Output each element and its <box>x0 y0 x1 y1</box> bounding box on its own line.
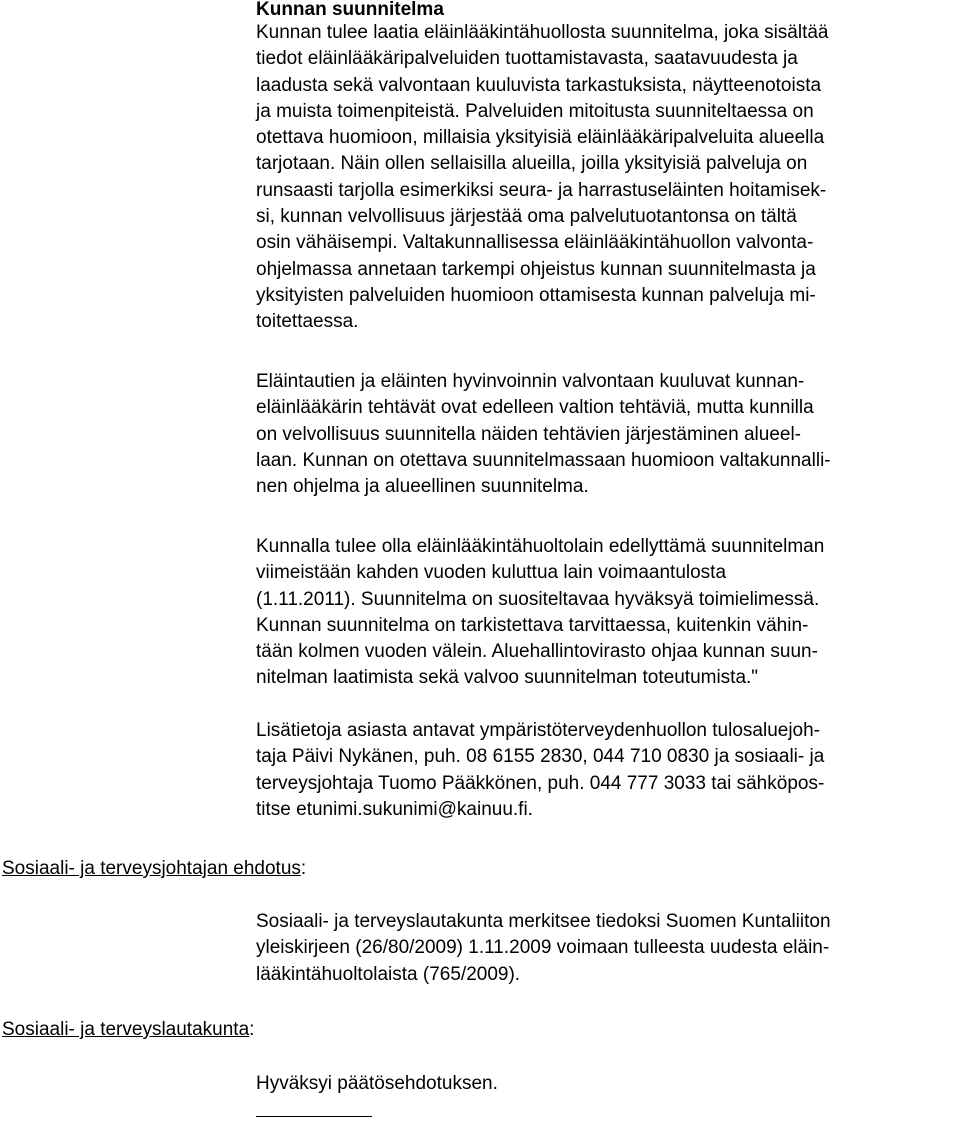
paragraph-1-line: laadusta sekä valvontaan kuuluvista tarkastuksista, näytteenotoista <box>256 75 822 96</box>
paragraph-2-line: laan. Kunnan on otettava suunnitelmassaan huomioon valtakunnalli- <box>256 450 831 471</box>
proposal-text-line: yleiskirjeen (26/80/2009) 1.11.2009 voimaan tulleesta uudesta eläin- <box>256 937 830 958</box>
paragraph-3-line: Kunnan suunnitelma on tarkistettava tarvittaessa, kuitenkin vähin- <box>256 615 809 636</box>
signature-rule <box>256 1116 372 1117</box>
paragraph-1-line: yksityisten palveluiden huomioon ottamisesta kunnan palveluja mi- <box>256 285 816 306</box>
paragraph-3-line: tään kolmen vuoden välein. Aluehallintovirasto ohjaa kunnan suun- <box>256 641 818 662</box>
proposal-label-text: Sosiaali- ja terveysjohtajan ehdotus <box>2 858 301 879</box>
paragraph-1-line: Kunnan tulee laatia eläinlääkintähuollosta suunnitelma, joka sisältää <box>256 22 829 43</box>
paragraph-4-line: titse etunimi.sukunimi@kainuu.fi. <box>256 799 533 820</box>
paragraph-1-line: toitettaessa. <box>256 311 359 332</box>
paragraph-1-line: osin vähäisempi. Valtakunnallisessa eläinlääkintähuollon valvonta- <box>256 232 814 253</box>
paragraph-3-line: nitelman laatimista sekä valvoo suunnitelman toteutumista." <box>256 667 759 688</box>
paragraph-1-line: runsaasti tarjolla esimerkiksi seura- ja harrastuseläinten hoitamisek- <box>256 180 827 201</box>
proposal-label <box>2 856 306 882</box>
paragraph-4-line: Lisätietoja asiasta antavat ympäristöterveydenhuollon tulosaluejoh- <box>256 720 821 741</box>
paragraph-2-line: nen ohjelma ja alueellinen suunnitelma. <box>256 476 589 497</box>
paragraph-1-line: otettava huomioon, millaisia yksityisiä eläinlääkäripalveluita alueella <box>256 127 825 148</box>
proposal-text-line: Sosiaali- ja terveyslautakunta merkitsee tiedoksi Suomen Kuntaliiton <box>256 911 831 932</box>
paragraph-3-line: Kunnalla tulee olla eläinlääkintähuoltolain edellyttämä suunnitelman <box>256 536 825 557</box>
proposal-text-line: lääkintähuoltolaista (765/2009). <box>256 964 521 985</box>
proposal-label-colon: : <box>300 858 307 879</box>
paragraph-3-line: viimeistään kahden vuoden kuluttua lain voimaantulosta <box>256 562 727 583</box>
paragraph-2-line: Eläintautien ja eläinten hyvinvoinnin valvontaan kuuluvat kunnan- <box>256 371 805 392</box>
board-label-colon: : <box>249 1019 255 1040</box>
paragraph-1-line: ohjelmassa annetaan tarkempi ohjeistus kunnan suunnitelmasta ja <box>256 259 816 280</box>
paragraph-1-line: tiedot eläinlääkäripalveluiden tuottamistavasta, saatavuudesta ja <box>256 48 798 69</box>
board-label <box>2 1017 254 1043</box>
paragraph-1-line: ja muista toimenpiteistä. Palveluiden mitoitusta suunniteltaessa on <box>256 101 814 122</box>
paragraph-4-line: terveysjohtaja Tuomo Pääkkönen, puh. 044 777 3033 tai sähköpos- <box>256 773 825 794</box>
board-label-text: Sosiaali- ja terveyslautakunta <box>2 1019 250 1040</box>
paragraph-4-line: taja Päivi Nykänen, puh. 08 6155 2830, 044 710 0830 ja sosiaali- ja <box>256 746 825 767</box>
paragraph-3-line: (1.11.2011). Suunnitelma on suositeltavaa hyväksyä toimielimessä. <box>256 589 820 610</box>
paragraph-1-line: tarjotaan. Näin ollen sellaisilla alueilla, joilla yksityisiä palveluja on <box>256 153 808 174</box>
section-heading: Kunnan suunnitelma <box>256 0 444 20</box>
paragraph-2-line: on velvollisuus suunnitella näiden tehtävien järjestäminen alueel- <box>256 424 802 445</box>
paragraph-1-line: si, kunnan velvollisuus järjestää oma palvelutuotantonsa on tältä <box>256 206 797 227</box>
paragraph-2-line: eläinlääkärin tehtävät ovat edelleen valtion tehtäviä, mutta kunnilla <box>256 397 814 418</box>
decision-text: Hyväksyi päätösehdotuksen. <box>256 1073 498 1094</box>
